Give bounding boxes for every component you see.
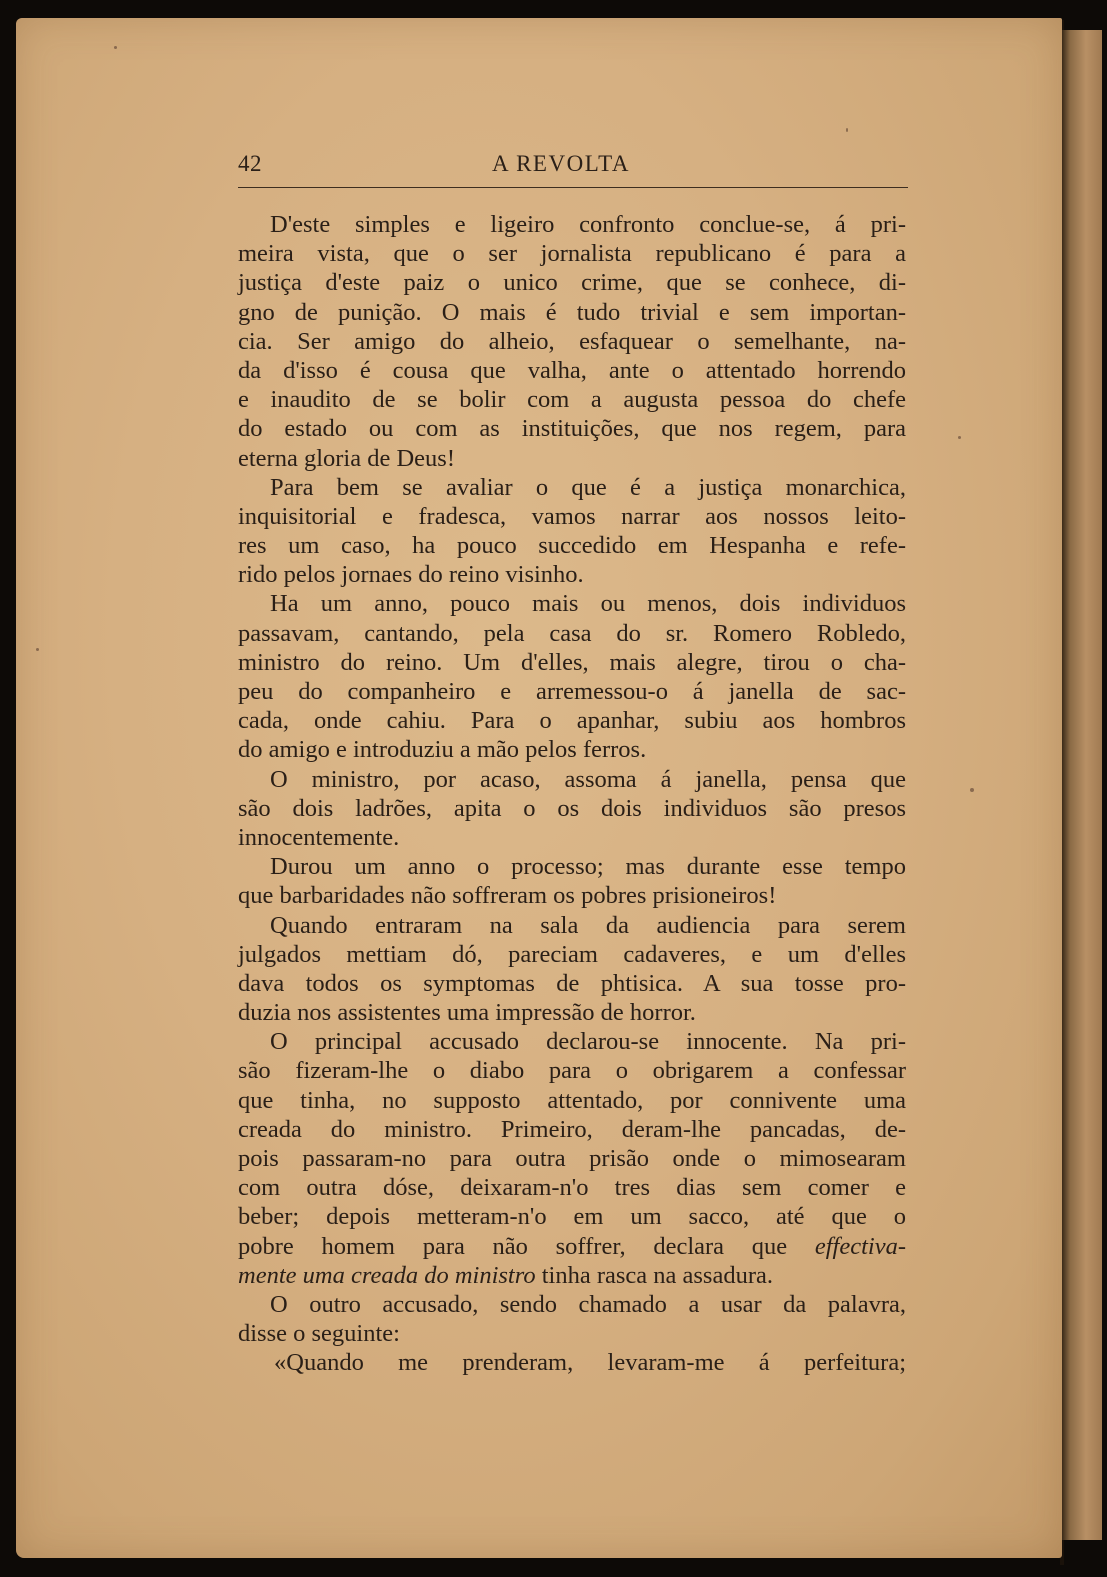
text-line: Durou um anno o processo; mas durante esse tempo [270, 853, 906, 881]
italic-fragment: mente uma creada do ministro [238, 1261, 536, 1289]
body-text [238, 210, 906, 1378]
paper-speck [970, 788, 974, 792]
text-line: D'este simples e ligeiro confronto conclue-se, á pri- [270, 211, 906, 238]
text-line: justiça d'este paiz o unico crime, que se conhece, di- [238, 269, 906, 297]
text-line: eterna gloria de Deus! [238, 444, 455, 472]
text-line: cada, onde cahiu. Para o apanhar, subiu aos hombros [238, 707, 906, 735]
text-line: Para bem se avaliar o que é a justiça monarchica, [270, 473, 906, 501]
paper-speck [846, 128, 848, 132]
text-line: beber; depois metteram-n'o em um sacco, até que o [238, 1203, 906, 1231]
text-line: da d'isso é cousa que valha, ante o attentado horrendo [238, 356, 906, 384]
page-number: 42 [238, 151, 262, 176]
text-line: pois passaram-no para outra prisão onde o mimosearam [238, 1145, 906, 1172]
running-title: A REVOLTA [492, 151, 630, 176]
text-line: cia. Ser amigo do alheio, esfaquear o semelhante, na- [238, 327, 906, 355]
text-line: rido pelos jornaes do reino visinho. [238, 561, 584, 589]
next-page-edge [1062, 30, 1102, 1540]
text-line: innocentemente. [238, 823, 400, 851]
text-line: dava todos os symptomas de phtisica. A sua tosse pro- [238, 969, 906, 997]
text-line: são dois ladrões, apita o os dois individuos são presos [238, 794, 906, 822]
text-line: ministro do reino. Um d'elles, mais alegre, tirou o cha- [238, 648, 906, 676]
text-line: do estado ou com as instituições, que nos regem, para [238, 415, 906, 443]
italic-fragment: effectiva- [814, 1232, 907, 1260]
text-line: julgados mettiam dó, pareciam cadaveres, e um d'elles [238, 940, 906, 968]
text-line: que tinha, no supposto attentado, por connivente uma [238, 1086, 906, 1114]
text-line: peu do companheiro e arremessou-o á janella de sac- [238, 678, 906, 705]
text-line: inquisitorial e fradesca, vamos narrar aos nossos leito- [238, 502, 906, 530]
text-line: duzia nos assistentes uma impressão de horror. [238, 999, 696, 1027]
text-fragment: tinha rasca na assadura. [535, 1261, 773, 1289]
text-line: «Quando me prenderam, levaram-me á perfeitura; [274, 1349, 906, 1377]
text-line: res um caso, ha pouco succedido em Hespanha e refe- [238, 532, 906, 560]
text-line-mixed [238, 1261, 906, 1290]
text-line: do amigo e introduziu a mão pelos ferros. [238, 736, 647, 764]
text-line: passavam, cantando, pela casa do sr. Romero Robledo, [238, 619, 906, 647]
paper-speck [958, 436, 961, 439]
text-line: O ministro, por acaso, assoma á janella, pensa que [270, 765, 906, 793]
paper-speck [114, 46, 117, 49]
text-line: meira vista, que o ser jornalista republicano é para a [238, 240, 906, 268]
text-line: e inaudito de se bolir com a augusta pessoa do chefe [238, 386, 906, 414]
text-line: O outro accusado, sendo chamado a usar da palavra, [270, 1290, 906, 1318]
text-fragment: pobre homem para não soffrer, declara que [238, 1232, 788, 1260]
page-header [238, 151, 908, 188]
text-line: com outra dóse, deixaram-n'o tres dias sem comer e [238, 1174, 906, 1202]
text-line: Quando entraram na sala da audiencia para serem [270, 911, 906, 939]
text-line-mixed [238, 1232, 906, 1261]
text-line: são fizeram-lhe o diabo para o obrigarem a confessar [238, 1057, 906, 1085]
text-line: gno de punição. O mais é tudo trivial e sem importan- [238, 298, 906, 326]
text-line: creada do ministro. Primeiro, deram-lhe pancadas, de- [238, 1115, 906, 1143]
text-line: que barbaridades não soffreram os pobres prisioneiros! [238, 882, 777, 910]
text-line: disse o seguinte: [238, 1320, 400, 1348]
text-line: O principal accusado declarou-se innocente. Na pri- [270, 1028, 906, 1056]
paper-speck [36, 648, 39, 651]
text-line: Ha um anno, pouco mais ou menos, dois individuos [270, 590, 906, 618]
